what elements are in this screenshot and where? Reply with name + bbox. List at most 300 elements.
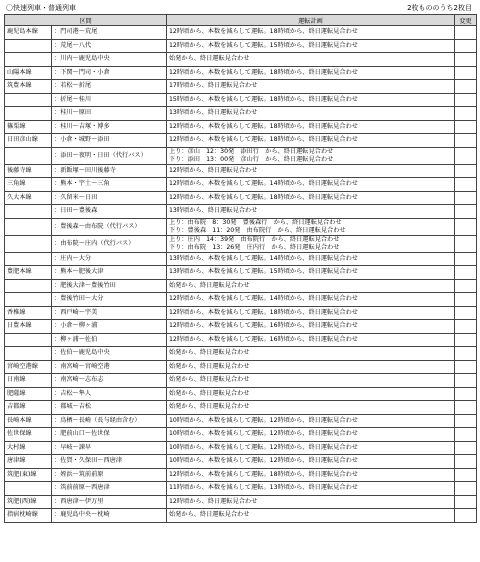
section-separator: ：	[54, 430, 61, 437]
change-cell	[455, 387, 477, 401]
section-name: 南宮崎～志布志	[60, 376, 104, 383]
section-cell	[52, 191, 167, 205]
section-name: 鳥栖～長崎（長与経由含む）	[60, 416, 141, 424]
table-row	[5, 107, 477, 121]
section-separator: ：	[54, 281, 61, 289]
section-cell	[52, 468, 167, 482]
line-name: 日田彦山線	[5, 134, 52, 148]
plan-text: 13時頃から、本数を減らして運転。14時頃から、終日運転見合わせ	[169, 254, 358, 262]
plan-cell	[167, 191, 455, 205]
table-row	[5, 401, 477, 415]
line-name: 後藤寺線	[5, 164, 52, 178]
plan-cell	[167, 39, 455, 53]
section-name: 豊後竹田～大分	[60, 295, 104, 302]
plan-cell	[167, 93, 455, 107]
plan-text: 13時頃から、終日運転見合わせ	[169, 109, 258, 116]
plan-cell	[167, 120, 455, 134]
plan-text: 12時頃から、本数を減らして運転。18時頃から、終日運転見合わせ	[169, 308, 358, 316]
section-cell	[52, 218, 167, 235]
line-name	[5, 53, 52, 67]
section-name: 肥後大津～豊後竹田	[60, 281, 116, 289]
change-cell	[455, 306, 477, 320]
plan-cell	[167, 26, 455, 40]
section-cell	[52, 333, 167, 347]
plan-text: 12時頃から、本数を減らして運転。14時頃から、終日運転見合わせ	[169, 295, 358, 302]
change-cell	[455, 39, 477, 53]
page-note: 2枚もののうち2枚目	[407, 4, 472, 12]
section-name: 庄内～大分	[60, 254, 92, 262]
plan-cell	[167, 509, 455, 523]
plan-text: 17時頃から、終日運転見合わせ	[169, 82, 258, 89]
section-separator: ：	[54, 222, 61, 230]
plan-text: 上り：彦山 12：30発 添田行 から、終日運転見合わせ	[169, 148, 334, 155]
section-name: 由布院～庄内（代行バス）	[60, 239, 135, 247]
plan-cell	[167, 441, 455, 455]
line-name: 筑豊本線	[5, 80, 52, 94]
line-name: 長崎本線	[5, 414, 52, 428]
plan-text: 13時頃から、終日運転見合わせ	[169, 207, 258, 214]
section-separator: ：	[54, 497, 61, 505]
page-title: 〇快速列車・普通列車	[6, 4, 76, 12]
section-separator: ：	[54, 389, 61, 397]
section-name: 佐伯～鹿児島中央	[60, 349, 110, 356]
plan-text: 10時頃から、本数を減らして運転。12時頃から、終日運転見合わせ	[169, 430, 358, 437]
plan-cell	[167, 306, 455, 320]
section-separator: ：	[54, 239, 61, 247]
line-name	[5, 279, 52, 293]
section-separator: ：	[54, 308, 61, 316]
plan-cell	[167, 347, 455, 361]
table-row	[5, 191, 477, 205]
change-cell	[455, 147, 477, 164]
plan-cell	[167, 107, 455, 121]
table-row	[5, 414, 477, 428]
line-name: 唐津線	[5, 455, 52, 469]
plan-text: 12時頃から、終日運転見合わせ	[169, 497, 258, 505]
table-row	[5, 164, 477, 178]
section-name: 筑前前原～西唐津	[60, 484, 110, 491]
section-separator: ：	[54, 335, 61, 343]
table-row	[5, 320, 477, 334]
schedule-table	[4, 14, 477, 523]
section-separator: ：	[54, 362, 61, 370]
section-name: 姪浜～筑前前原	[60, 470, 104, 478]
change-cell	[455, 333, 477, 347]
section-name: 日田～豊後森	[60, 207, 98, 214]
section-name: 熊本・宇土～三角	[60, 180, 110, 187]
table-row	[5, 306, 477, 320]
plan-text: 12時頃から、本数を減らして運転。18時頃から、終日運転見合わせ	[169, 193, 358, 201]
plan-cell	[167, 218, 455, 235]
section-name: 添田～夜明・日田（代行バス）	[60, 151, 147, 159]
line-name	[5, 218, 52, 235]
plan-text: 上り：庄内 14：39発 由布院行 から、終日運転見合わせ	[169, 236, 340, 243]
change-cell	[455, 468, 477, 482]
plan-text: 始発から、終日運転見合わせ	[169, 376, 250, 383]
plan-cell	[167, 387, 455, 401]
section-cell	[52, 26, 167, 40]
section-separator: ：	[54, 268, 61, 275]
table-row	[5, 120, 477, 134]
section-name: 小倉・城野～添田	[60, 136, 110, 143]
plan-text: 11時頃から、本数を減らして運転。13時頃から、終日運転見合わせ	[169, 484, 358, 491]
section-cell	[52, 39, 167, 53]
section-cell	[52, 120, 167, 134]
plan-text: 12時頃から、本数を減らして運転。16時頃から、終日運転見合わせ	[169, 322, 358, 329]
section-cell	[52, 147, 167, 164]
change-cell	[455, 53, 477, 67]
section-separator: ：	[54, 122, 61, 130]
section-cell	[52, 107, 167, 121]
line-name	[5, 93, 52, 107]
change-cell	[455, 509, 477, 523]
change-cell	[455, 80, 477, 94]
section-cell	[52, 279, 167, 293]
section-cell	[52, 347, 167, 361]
plan-cell	[167, 164, 455, 178]
table-row	[5, 39, 477, 53]
section-name: 川内～鹿児島中央	[60, 55, 110, 62]
table-row	[5, 53, 477, 67]
line-name	[5, 235, 52, 252]
table-row	[5, 360, 477, 374]
table-row	[5, 509, 477, 523]
plan-cell	[167, 80, 455, 94]
plan-cell	[167, 428, 455, 442]
change-cell	[455, 66, 477, 80]
table-row	[5, 293, 477, 307]
plan-cell	[167, 252, 455, 266]
section-name: 西唐津～伊万里	[60, 497, 104, 505]
section-cell	[52, 205, 167, 219]
section-separator: ：	[54, 457, 61, 464]
table-row	[5, 468, 477, 482]
section-separator: ：	[54, 180, 61, 187]
section-cell	[52, 306, 167, 320]
plan-text: 10時頃から、本数を減らして運転。12時頃から、終日運転見合わせ	[169, 457, 358, 464]
table-row	[5, 374, 477, 388]
line-name	[5, 107, 52, 121]
line-name: 三角線	[5, 178, 52, 192]
plan-text: 10時頃から、本数を減らして運転。12時頃から、終日運転見合わせ	[169, 416, 358, 424]
column-header-change: 変更	[455, 15, 477, 26]
line-name: 日南線	[5, 374, 52, 388]
section-cell	[52, 360, 167, 374]
line-name	[5, 147, 52, 164]
change-cell	[455, 107, 477, 121]
change-cell	[455, 235, 477, 252]
section-separator: ：	[54, 376, 61, 383]
section-cell	[52, 66, 167, 80]
table-row	[5, 26, 477, 40]
column-header-plan: 運転計画	[167, 15, 455, 26]
table-row	[5, 428, 477, 442]
change-cell	[455, 495, 477, 509]
plan-text: 下り：由布院 13：26発 庄内行 から、終日運転見合わせ	[169, 243, 340, 251]
plan-cell	[167, 279, 455, 293]
line-name: 篠栗線	[5, 120, 52, 134]
section-separator: ：	[54, 41, 61, 49]
plan-text: 12時頃から、本数を減らして運転。18時頃から、終日運転見合わせ	[169, 28, 358, 35]
section-name: 新飯塚～田川後藤寺	[60, 166, 116, 174]
section-cell	[52, 441, 167, 455]
plan-text: 12時頃から、本数を減らして運転。18時頃から、終日運転見合わせ	[169, 136, 358, 143]
table-row	[5, 482, 477, 496]
section-cell	[52, 482, 167, 496]
section-separator: ：	[54, 254, 61, 262]
page-header	[4, 2, 476, 14]
table-row	[5, 178, 477, 192]
section-separator: ：	[54, 207, 61, 214]
plan-text: 下り：添田 13：00発 彦山行 から、終日運転見合わせ	[169, 155, 334, 163]
line-name	[5, 205, 52, 219]
table-row	[5, 235, 477, 252]
table-row	[5, 218, 477, 235]
section-name: 豊後森～由布院（代行バス）	[60, 222, 141, 230]
section-name: 吉松～隼人	[60, 389, 92, 397]
line-name	[5, 482, 52, 496]
plan-text: 13時頃から、本数を減らして運転。15時頃から、終日運転見合わせ	[169, 268, 358, 275]
section-cell	[52, 455, 167, 469]
section-name: 下関～門司・小倉	[60, 68, 110, 76]
line-name	[5, 39, 52, 53]
plan-text: 始発から、終日運転見合わせ	[169, 511, 250, 518]
line-name: 吉都線	[5, 401, 52, 415]
change-cell	[455, 441, 477, 455]
section-name: 折尾～桂川	[60, 95, 92, 103]
line-name	[5, 347, 52, 361]
plan-text: 12時頃から、本数を減らして運転。16時頃から、終日運転見合わせ	[169, 335, 358, 343]
plan-cell	[167, 333, 455, 347]
plan-cell	[167, 53, 455, 67]
plan-cell	[167, 360, 455, 374]
plan-text: 上り：由布院 8：30発 豊後森行 から、終日運転見合わせ	[169, 219, 342, 226]
section-cell	[52, 134, 167, 148]
line-name	[5, 333, 52, 347]
plan-text: 下り：豊後森 11：20発 由布院行 から、終日運転見合わせ	[169, 226, 346, 234]
section-separator: ：	[54, 136, 61, 143]
plan-text: 始発から、終日運転見合わせ	[169, 403, 250, 410]
change-cell	[455, 293, 477, 307]
section-name: 門司港～荒尾	[60, 28, 98, 35]
change-cell	[455, 218, 477, 235]
section-name: 小倉～柳ヶ浦	[60, 322, 98, 329]
section-separator: ：	[54, 416, 61, 424]
change-cell	[455, 279, 477, 293]
change-cell	[455, 414, 477, 428]
plan-cell	[167, 495, 455, 509]
table-row	[5, 66, 477, 80]
section-separator: ：	[54, 55, 61, 62]
plan-text: 15時頃から、本数を減らして運転。18時頃から、終日運転見合わせ	[169, 95, 358, 103]
section-cell	[52, 509, 167, 523]
table-header-row	[5, 15, 477, 26]
table-row	[5, 80, 477, 94]
plan-text: 始発から、終日運転見合わせ	[169, 362, 250, 370]
line-name: 筑肥(西)線	[5, 495, 52, 509]
section-name: 若松～折尾	[60, 82, 92, 89]
section-separator: ：	[54, 470, 61, 478]
section-name: 佐賀・久保田～西唐津	[60, 457, 123, 464]
plan-text: 10時頃から、本数を減らして運転。12時頃から、終日運転見合わせ	[169, 443, 358, 451]
change-cell	[455, 164, 477, 178]
table-row	[5, 252, 477, 266]
plan-text: 12時頃から、本数を減らして運転。18時頃から、終日運転見合わせ	[169, 68, 358, 76]
change-cell	[455, 134, 477, 148]
section-name: 熊本～肥後大津	[60, 268, 104, 275]
plan-cell	[167, 293, 455, 307]
section-cell	[52, 93, 167, 107]
change-cell	[455, 252, 477, 266]
change-cell	[455, 93, 477, 107]
section-separator: ：	[54, 95, 61, 103]
table-row	[5, 441, 477, 455]
plan-cell	[167, 205, 455, 219]
section-name: 桂川～吉塚・博多	[60, 122, 110, 130]
plan-text: 始発から、終日運転見合わせ	[169, 281, 250, 289]
section-name: 都城～吉松	[60, 403, 92, 410]
section-cell	[52, 235, 167, 252]
plan-text: 始発から、終日運転見合わせ	[169, 349, 250, 356]
table-row	[5, 387, 477, 401]
table-row	[5, 279, 477, 293]
plan-cell	[167, 266, 455, 280]
line-name: 日豊本線	[5, 320, 52, 334]
table-row	[5, 455, 477, 469]
line-name: 山陽本線	[5, 66, 52, 80]
change-cell	[455, 178, 477, 192]
change-cell	[455, 482, 477, 496]
section-separator: ：	[54, 443, 61, 451]
table-row	[5, 134, 477, 148]
plan-text: 12時頃から、本数を減らして運転。14時頃から、終日運転見合わせ	[169, 180, 358, 187]
table-row	[5, 347, 477, 361]
plan-text: 12時頃から、本数を減らして運転。18時頃から、終日運転見合わせ	[169, 470, 358, 478]
section-cell	[52, 164, 167, 178]
line-name: 鹿児島本線	[5, 26, 52, 40]
section-cell	[52, 374, 167, 388]
plan-cell	[167, 414, 455, 428]
plan-cell	[167, 455, 455, 469]
change-cell	[455, 26, 477, 40]
section-name: 西戸崎～宇美	[60, 308, 98, 316]
plan-cell	[167, 482, 455, 496]
section-cell	[52, 495, 167, 509]
plan-cell	[167, 178, 455, 192]
section-separator: ：	[54, 109, 61, 116]
line-name: 香椎線	[5, 306, 52, 320]
section-separator: ：	[54, 484, 61, 491]
section-separator: ：	[54, 322, 61, 329]
section-separator: ：	[54, 68, 61, 76]
section-separator: ：	[54, 151, 61, 159]
section-separator: ：	[54, 349, 61, 356]
section-cell	[52, 401, 167, 415]
line-name: 佐世保線	[5, 428, 52, 442]
change-cell	[455, 205, 477, 219]
table-row	[5, 266, 477, 280]
section-name: 南宮崎～宮崎空港	[60, 362, 110, 370]
section-separator: ：	[54, 82, 61, 89]
section-cell	[52, 320, 167, 334]
section-cell	[52, 293, 167, 307]
line-name: 豊肥本線	[5, 266, 52, 280]
change-cell	[455, 266, 477, 280]
section-separator: ：	[54, 403, 61, 410]
plan-cell	[167, 66, 455, 80]
section-cell	[52, 53, 167, 67]
section-name: 桂川～原田	[60, 109, 92, 116]
change-cell	[455, 191, 477, 205]
change-cell	[455, 347, 477, 361]
table-row	[5, 147, 477, 164]
plan-cell	[167, 134, 455, 148]
section-cell	[52, 428, 167, 442]
section-separator: ：	[54, 28, 61, 35]
change-cell	[455, 320, 477, 334]
plan-text: 12時頃から、本数を減らして運転。15時頃から、終日運転見合わせ	[169, 41, 358, 49]
plan-cell	[167, 147, 455, 164]
line-name: 肥薩線	[5, 387, 52, 401]
plan-text: 始発から、終日運転見合わせ	[169, 389, 250, 397]
table-row	[5, 333, 477, 347]
plan-text: 始発から、終日運転見合わせ	[169, 55, 250, 62]
line-name: 宮崎空港線	[5, 360, 52, 374]
table-row	[5, 495, 477, 509]
line-name: 指宿枕崎線	[5, 509, 52, 523]
section-cell	[52, 414, 167, 428]
plan-cell	[167, 374, 455, 388]
section-name: 荒尾～八代	[60, 41, 92, 49]
line-name: 大村線	[5, 441, 52, 455]
section-separator: ：	[54, 295, 61, 302]
change-cell	[455, 401, 477, 415]
section-name: 柳ヶ浦～佐伯	[60, 335, 98, 343]
plan-cell	[167, 401, 455, 415]
table-row	[5, 93, 477, 107]
column-header-section: 区間	[5, 15, 167, 26]
section-cell	[52, 178, 167, 192]
plan-text: 12時頃から、本数を減らして運転。18時頃から、終日運転見合わせ	[169, 122, 358, 130]
section-name: 肥前山口～佐世保	[60, 430, 110, 437]
section-name: 鹿児島中央～枕崎	[60, 511, 110, 518]
section-separator: ：	[54, 511, 61, 518]
line-name: 筑肥(東)線	[5, 468, 52, 482]
section-separator: ：	[54, 193, 61, 201]
section-cell	[52, 80, 167, 94]
plan-cell	[167, 235, 455, 252]
change-cell	[455, 374, 477, 388]
table-body	[5, 26, 477, 523]
change-cell	[455, 360, 477, 374]
change-cell	[455, 428, 477, 442]
plan-cell	[167, 468, 455, 482]
section-cell	[52, 387, 167, 401]
change-cell	[455, 120, 477, 134]
section-cell	[52, 266, 167, 280]
section-separator: ：	[54, 166, 61, 174]
plan-text: 12時頃から、終日運転見合わせ	[169, 166, 258, 174]
table-row	[5, 205, 477, 219]
section-cell	[52, 252, 167, 266]
section-name: 久留米～日田	[60, 193, 98, 201]
section-name: 早岐～諫早	[60, 443, 92, 451]
plan-cell	[167, 320, 455, 334]
line-name: 久大本線	[5, 191, 52, 205]
change-cell	[455, 455, 477, 469]
line-name	[5, 252, 52, 266]
line-name	[5, 293, 52, 307]
